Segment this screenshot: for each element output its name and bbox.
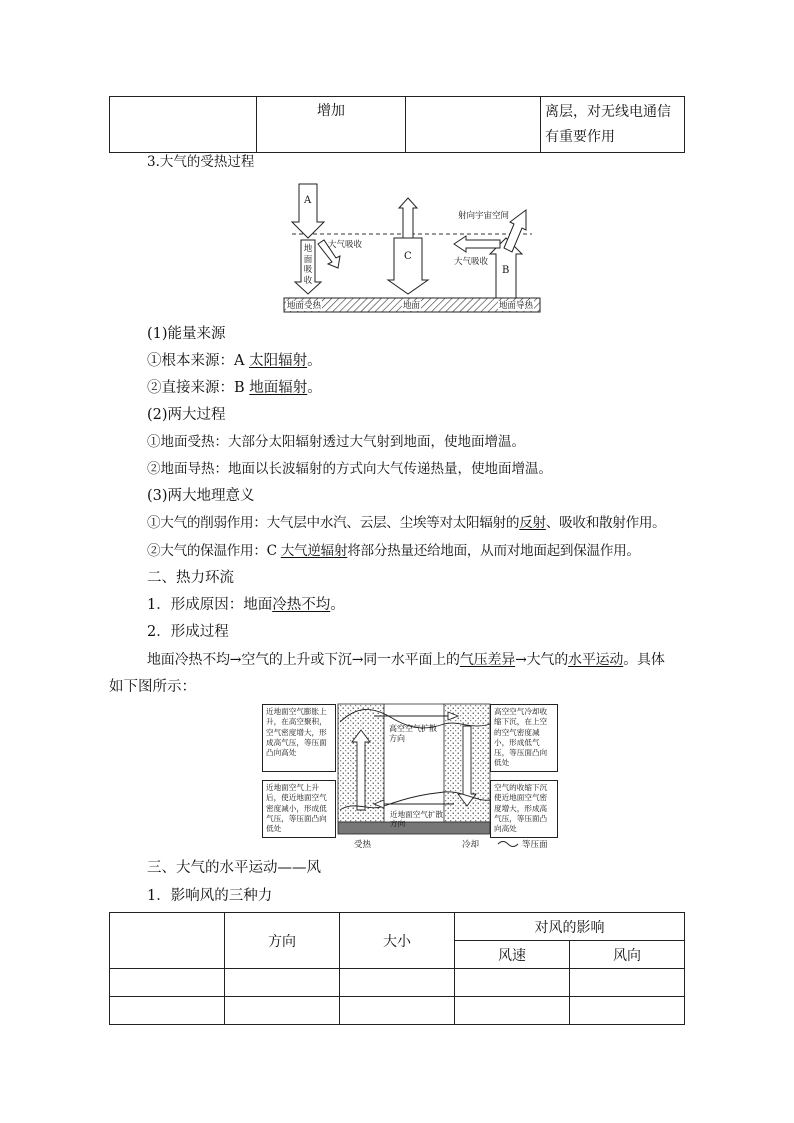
arrow-atmo-absorb-2 — [454, 236, 500, 252]
flow-answer-1: 气压差异 — [459, 652, 516, 668]
circulation-flow — [147, 650, 665, 670]
energy-direct — [147, 378, 322, 398]
circulation-diagram — [262, 702, 558, 852]
energy-root-answer: 太阳辐射 — [249, 353, 308, 369]
significance-1-suffix: 、吸收和散射作用。 — [545, 515, 666, 531]
label-b: B — [502, 265, 510, 276]
wind-subtitle: 1．影响风的三种力 — [147, 888, 273, 904]
table-cell — [225, 997, 340, 1025]
table-cell — [455, 997, 570, 1025]
box-bottom-right: 空气的收缩下沉使近地面空气密度增大，形成高气压，等压面凸向高处 — [490, 780, 558, 838]
significance-2-answer: 大气逆辐射 — [280, 543, 348, 559]
arrow-c — [388, 198, 428, 294]
table-cell — [110, 969, 225, 997]
table-cell — [340, 969, 455, 997]
flow-part-c: 。具体 — [623, 652, 665, 668]
label-ground-heated: 地面受热 — [287, 301, 322, 311]
energy-heading: (1)能量来源 — [147, 326, 226, 342]
significance-1 — [147, 513, 665, 533]
energy-direct-answer: 地面辐射 — [249, 380, 308, 396]
table-cell — [570, 997, 685, 1025]
header-magnitude-text: 大小 — [383, 933, 411, 950]
significance-2-suffix: 将部分热量还给地面，从而对地面起到保温作用。 — [347, 543, 640, 559]
increase-text: 增加 — [317, 103, 345, 119]
label-to-space: 射向宇宙空间 — [458, 211, 510, 221]
label-ground-absorb: 地面吸收 — [303, 244, 313, 286]
significance-2 — [147, 541, 640, 561]
energy-direct-suffix: 。 — [307, 380, 322, 396]
wind-forces-table — [109, 912, 685, 1025]
low-diffusion-label: 近地面空气扩散方向 — [390, 810, 444, 828]
table-cell — [340, 997, 455, 1025]
box-top-right: 高空空气冷却收缩下沉，在上空的空气密度减小，形成低气压，等压面凸向低处 — [490, 704, 558, 772]
circulation-process-heading: 2．形成过程 — [147, 624, 229, 640]
ionosphere-line1: 离层，对无线电通信 — [545, 104, 671, 120]
flow-part-b: →大气的 — [515, 652, 569, 668]
label-atmo-absorb-2: 大气吸收 — [454, 257, 489, 267]
heated-label: 受热 — [354, 840, 372, 850]
top-table-cell — [110, 97, 257, 153]
wind-table-header-magnitude — [340, 913, 455, 969]
ionosphere-line2: 有重要作用 — [545, 129, 615, 145]
header-winddir-text: 风向 — [613, 947, 641, 964]
wind-table-corner — [110, 913, 225, 969]
header-speed-text: 风速 — [498, 947, 526, 964]
header-direction-text: 方向 — [268, 933, 296, 950]
significance-heading: (3)两大地理意义 — [147, 488, 255, 504]
label-a: A — [304, 195, 312, 206]
energy-root-prefix: ①根本来源：A — [147, 353, 250, 369]
isobar-legend-label: 等压面 — [522, 840, 548, 850]
wind-table-header-effect — [455, 913, 685, 941]
table-cell — [110, 997, 225, 1025]
energy-root — [147, 351, 322, 371]
label-c: C — [404, 251, 412, 262]
circulation-cause-answer: 冷热不均 — [272, 597, 331, 613]
table-cell — [455, 969, 570, 997]
energy-root-suffix: 。 — [307, 353, 322, 369]
table-cell — [570, 969, 685, 997]
table-row — [110, 969, 685, 997]
flow-answer-2: 水平运动 — [568, 652, 624, 668]
table-cell — [225, 969, 340, 997]
wind-table-header-speed — [455, 941, 570, 969]
header-effect-text: 对风的影响 — [534, 919, 605, 936]
high-diffusion-label: 高空空气扩散方向 — [389, 724, 437, 743]
circulation-cause-prefix: 1．形成原因：地面 — [147, 597, 273, 613]
circulation-flow-line2: 如下图所示： — [109, 679, 196, 695]
table-row — [110, 997, 685, 1025]
significance-2-prefix: ②大气的保温作用：C — [147, 543, 281, 559]
cooled-label: 冷却 — [462, 840, 480, 850]
heating-diagram-svg — [282, 178, 542, 316]
significance-1-answer: 反射 — [519, 515, 546, 531]
wind-table-header-winddir — [570, 941, 685, 969]
wind-table-header-direction — [225, 913, 340, 969]
label-ground: 地面 — [403, 301, 421, 311]
section3-title: 3.大气的受热过程 — [147, 154, 255, 170]
processes-heading: (2)两大过程 — [147, 407, 226, 423]
top-table-cell — [406, 97, 541, 153]
top-table-cell-increase — [257, 97, 406, 153]
circulation-cause — [147, 595, 345, 615]
energy-direct-prefix: ②直接来源：B — [147, 380, 250, 396]
circulation-title: 二、热力环流 — [147, 570, 234, 586]
process-1: ①地面受热：大部分太阳辐射透过大气射到地面，使地面增温。 — [147, 434, 525, 450]
wind-title: 三、大气的水平运动——风 — [147, 860, 321, 876]
flow-part-a: 地面冷热不均→空气的上升或下沉→同一水平面上的 — [147, 652, 460, 668]
heating-diagram — [282, 178, 542, 316]
isobar-legend-wave — [498, 842, 518, 847]
top-table — [109, 96, 685, 153]
label-ground-conduct: 地面导热 — [499, 301, 534, 311]
arrow-a — [292, 184, 324, 238]
box-top-left: 近地面空气膨胀上升，在高空聚积，空气密度增大，形成高气压，等压面凸向高处 — [262, 704, 336, 772]
label-atmo-absorb-1: 大气吸收 — [328, 240, 363, 250]
box-bottom-left: 近地面空气上升后，使近地面空气密度减小，形成低气压，等压面凸向低处 — [262, 780, 336, 838]
process-2: ②地面导热：地面以长波辐射的方式向大气传递热量，使地面增温。 — [147, 461, 552, 477]
circulation-cause-suffix: 。 — [330, 597, 345, 613]
significance-1-prefix: ①大气的削弱作用：大气层中水汽、云层、尘埃等对太阳辐射的 — [147, 515, 520, 531]
top-table-cell-ionosphere — [541, 97, 685, 153]
